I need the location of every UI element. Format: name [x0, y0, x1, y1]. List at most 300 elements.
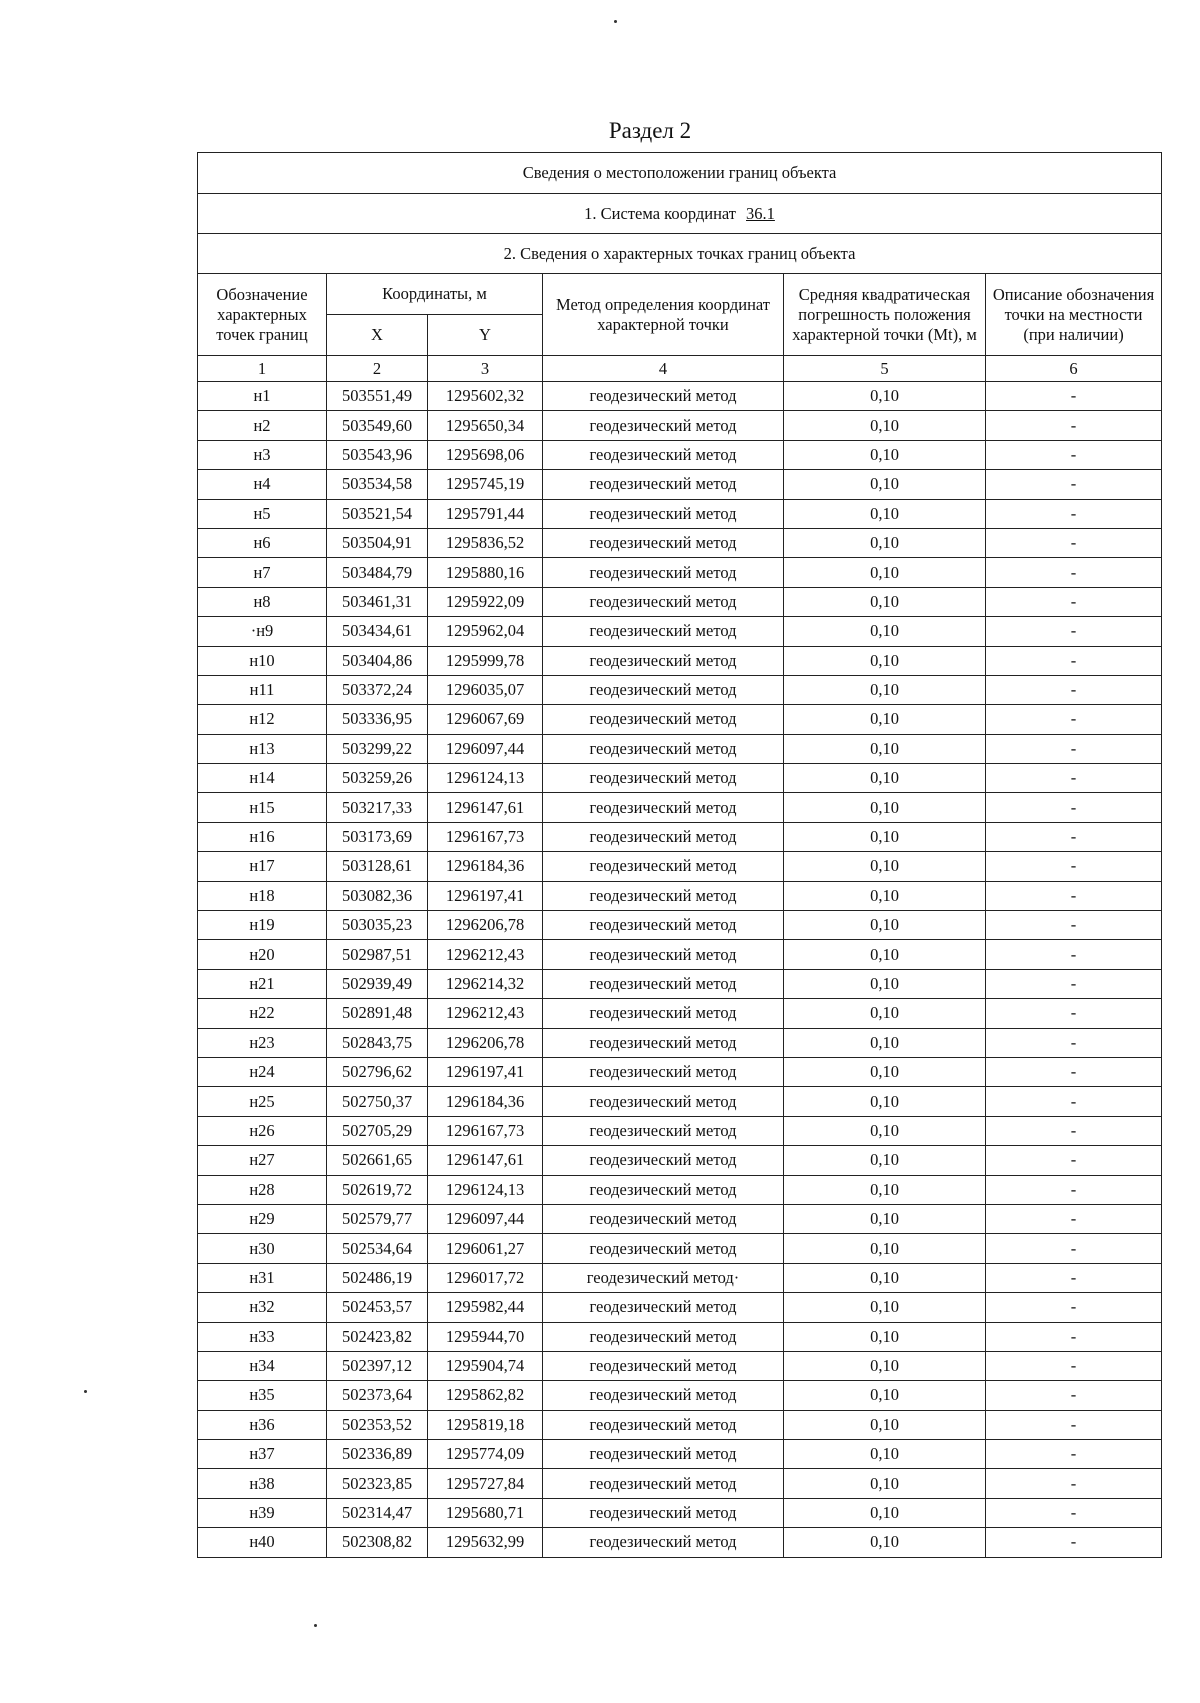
- x-cell: 502336,89: [327, 1440, 428, 1469]
- table-row: [198, 1146, 1162, 1175]
- y-cell: 1295962,04: [428, 617, 543, 646]
- point-id-cell: н15: [198, 793, 327, 822]
- table-row: [198, 1351, 1162, 1380]
- description-cell: -: [986, 940, 1162, 969]
- table-row: [198, 1410, 1162, 1439]
- x-cell: 502453,57: [327, 1293, 428, 1322]
- description-cell: -: [986, 675, 1162, 704]
- point-id-cell: н33: [198, 1322, 327, 1351]
- method-cell: геодезический метод·: [543, 1263, 784, 1292]
- header-accuracy: Средняя квадратическая погрешность положения характерной точки (Mt), м: [784, 274, 986, 356]
- x-cell: 503128,61: [327, 852, 428, 881]
- x-cell: 502891,48: [327, 999, 428, 1028]
- accuracy-cell: 0,10: [784, 499, 986, 528]
- point-id-cell: н18: [198, 881, 327, 910]
- x-cell: 502939,49: [327, 969, 428, 998]
- accuracy-cell: 0,10: [784, 940, 986, 969]
- point-id-cell: н21: [198, 969, 327, 998]
- accuracy-cell: 0,10: [784, 734, 986, 763]
- x-cell: 503521,54: [327, 499, 428, 528]
- description-cell: -: [986, 528, 1162, 557]
- y-cell: 1296124,13: [428, 1175, 543, 1204]
- description-cell: -: [986, 1410, 1162, 1439]
- y-cell: 1296061,27: [428, 1234, 543, 1263]
- method-cell: геодезический метод: [543, 764, 784, 793]
- x-cell: 503484,79: [327, 558, 428, 587]
- point-id-cell: н12: [198, 705, 327, 734]
- point-id-cell: н13: [198, 734, 327, 763]
- y-cell: 1295791,44: [428, 499, 543, 528]
- column-number: 3: [428, 356, 543, 382]
- description-cell: -: [986, 1175, 1162, 1204]
- column-number: 4: [543, 356, 784, 382]
- description-cell: -: [986, 1146, 1162, 1175]
- y-cell: 1296097,44: [428, 734, 543, 763]
- description-cell: -: [986, 1351, 1162, 1380]
- table-row: [198, 411, 1162, 440]
- point-id-cell: н34: [198, 1351, 327, 1380]
- method-cell: геодезический метод: [543, 1087, 784, 1116]
- header-coordinates: Координаты, м: [327, 274, 543, 315]
- point-id-cell: н19: [198, 911, 327, 940]
- method-cell: геодезический метод: [543, 558, 784, 587]
- accuracy-cell: 0,10: [784, 1469, 986, 1498]
- table-row: [198, 1028, 1162, 1057]
- y-cell: 1295632,99: [428, 1528, 543, 1557]
- table-row: [198, 1087, 1162, 1116]
- point-id-cell: ·н9: [198, 617, 327, 646]
- accuracy-cell: 0,10: [784, 1175, 986, 1204]
- x-cell: 503434,61: [327, 617, 428, 646]
- x-cell: 502353,52: [327, 1410, 428, 1439]
- x-cell: 502486,19: [327, 1263, 428, 1292]
- accuracy-cell: 0,10: [784, 999, 986, 1028]
- method-cell: геодезический метод: [543, 793, 784, 822]
- y-cell: 1296124,13: [428, 764, 543, 793]
- point-id-cell: н28: [198, 1175, 327, 1204]
- accuracy-cell: 0,10: [784, 1351, 986, 1380]
- point-id-cell: н6: [198, 528, 327, 557]
- method-cell: геодезический метод: [543, 822, 784, 851]
- description-cell: -: [986, 969, 1162, 998]
- point-id-cell: н20: [198, 940, 327, 969]
- x-cell: 503299,22: [327, 734, 428, 763]
- table-row: [198, 1469, 1162, 1498]
- method-cell: геодезический метод: [543, 1410, 784, 1439]
- description-cell: -: [986, 911, 1162, 940]
- description-cell: -: [986, 1028, 1162, 1057]
- table-row: [198, 382, 1162, 411]
- table-row: [198, 1440, 1162, 1469]
- column-number: 2: [327, 356, 428, 382]
- scan-speck: [614, 20, 617, 23]
- accuracy-cell: 0,10: [784, 646, 986, 675]
- y-cell: 1296206,78: [428, 1028, 543, 1057]
- accuracy-cell: 0,10: [784, 1087, 986, 1116]
- description-cell: -: [986, 793, 1162, 822]
- accuracy-cell: 0,10: [784, 1498, 986, 1527]
- accuracy-cell: 0,10: [784, 764, 986, 793]
- x-cell: 503259,26: [327, 764, 428, 793]
- x-cell: 502750,37: [327, 1087, 428, 1116]
- header-point-id: Обозначение характерных точек границ: [198, 274, 327, 356]
- x-cell: 502373,64: [327, 1381, 428, 1410]
- accuracy-cell: 0,10: [784, 852, 986, 881]
- description-cell: -: [986, 1204, 1162, 1233]
- y-cell: 1295982,44: [428, 1293, 543, 1322]
- accuracy-cell: 0,10: [784, 1440, 986, 1469]
- accuracy-cell: 0,10: [784, 911, 986, 940]
- x-cell: 502323,85: [327, 1469, 428, 1498]
- y-cell: 1296147,61: [428, 793, 543, 822]
- description-cell: -: [986, 1528, 1162, 1557]
- column-numbers-row: [198, 356, 1162, 382]
- description-cell: -: [986, 1322, 1162, 1351]
- method-cell: геодезический метод: [543, 440, 784, 469]
- table-row: [198, 734, 1162, 763]
- table-row: [198, 1263, 1162, 1292]
- y-cell: 1296167,73: [428, 822, 543, 851]
- table-row: [198, 881, 1162, 910]
- y-cell: 1295680,71: [428, 1498, 543, 1527]
- x-cell: 503082,36: [327, 881, 428, 910]
- y-cell: 1296147,61: [428, 1146, 543, 1175]
- table-row: [198, 675, 1162, 704]
- table-row: [198, 646, 1162, 675]
- method-cell: геодезический метод: [543, 1234, 784, 1263]
- accuracy-cell: 0,10: [784, 587, 986, 616]
- x-cell: 502534,64: [327, 1234, 428, 1263]
- coord-system-row: [198, 194, 1162, 234]
- x-cell: 502843,75: [327, 1028, 428, 1057]
- method-cell: геодезический метод: [543, 969, 784, 998]
- accuracy-cell: 0,10: [784, 1204, 986, 1233]
- description-cell: -: [986, 764, 1162, 793]
- point-id-cell: н31: [198, 1263, 327, 1292]
- description-cell: -: [986, 1087, 1162, 1116]
- scan-speck: [314, 1624, 317, 1627]
- x-cell: 502314,47: [327, 1498, 428, 1527]
- table-title: Сведения о местоположении границ объекта: [198, 153, 1162, 194]
- description-cell: -: [986, 1116, 1162, 1145]
- method-cell: геодезический метод: [543, 411, 784, 440]
- y-cell: 1296197,41: [428, 1057, 543, 1086]
- y-cell: 1295698,06: [428, 440, 543, 469]
- x-cell: 502987,51: [327, 940, 428, 969]
- scan-speck: [84, 1390, 87, 1393]
- point-id-cell: н1: [198, 382, 327, 411]
- method-cell: геодезический метод: [543, 881, 784, 910]
- y-cell: 1295650,34: [428, 411, 543, 440]
- method-cell: геодезический метод: [543, 1146, 784, 1175]
- method-cell: геодезический метод: [543, 528, 784, 557]
- x-cell: 502796,62: [327, 1057, 428, 1086]
- table-row: [198, 940, 1162, 969]
- method-cell: геодезический метод: [543, 999, 784, 1028]
- description-cell: -: [986, 1469, 1162, 1498]
- points-title-row: [198, 234, 1162, 274]
- method-cell: геодезический метод: [543, 1351, 784, 1380]
- column-number: 6: [986, 356, 1162, 382]
- description-cell: -: [986, 440, 1162, 469]
- table-row: [198, 558, 1162, 587]
- accuracy-cell: 0,10: [784, 969, 986, 998]
- accuracy-cell: 0,10: [784, 1057, 986, 1086]
- point-id-cell: н7: [198, 558, 327, 587]
- table-row: [198, 1057, 1162, 1086]
- accuracy-cell: 0,10: [784, 1381, 986, 1410]
- y-cell: 1296214,32: [428, 969, 543, 998]
- table-row: [198, 852, 1162, 881]
- accuracy-cell: 0,10: [784, 1263, 986, 1292]
- point-id-cell: н36: [198, 1410, 327, 1439]
- description-cell: -: [986, 881, 1162, 910]
- table-row: [198, 617, 1162, 646]
- method-cell: геодезический метод: [543, 470, 784, 499]
- table-row: [198, 1293, 1162, 1322]
- method-cell: геодезический метод: [543, 499, 784, 528]
- point-id-cell: н11: [198, 675, 327, 704]
- x-cell: 502308,82: [327, 1528, 428, 1557]
- table-row: [198, 1234, 1162, 1263]
- method-cell: геодезический метод: [543, 1057, 784, 1086]
- description-cell: -: [986, 382, 1162, 411]
- point-id-cell: н17: [198, 852, 327, 881]
- header-row-1: [198, 274, 1162, 315]
- x-cell: 503549,60: [327, 411, 428, 440]
- y-cell: 1295944,70: [428, 1322, 543, 1351]
- table-row: [198, 587, 1162, 616]
- point-id-cell: н30: [198, 1234, 327, 1263]
- header-y: Y: [428, 315, 543, 356]
- description-cell: -: [986, 617, 1162, 646]
- point-id-cell: н22: [198, 999, 327, 1028]
- header-description: Описание обозначения точки на местности (при наличии): [986, 274, 1162, 356]
- x-cell: 503173,69: [327, 822, 428, 851]
- table-row: [198, 822, 1162, 851]
- point-id-cell: н37: [198, 1440, 327, 1469]
- description-cell: -: [986, 411, 1162, 440]
- description-cell: -: [986, 587, 1162, 616]
- column-number: 5: [784, 356, 986, 382]
- table-row: [198, 1116, 1162, 1145]
- table-title-row: [198, 153, 1162, 194]
- y-cell: 1296184,36: [428, 1087, 543, 1116]
- y-cell: 1295836,52: [428, 528, 543, 557]
- description-cell: -: [986, 470, 1162, 499]
- accuracy-cell: 0,10: [784, 1146, 986, 1175]
- point-id-cell: н10: [198, 646, 327, 675]
- x-cell: 502397,12: [327, 1351, 428, 1380]
- point-id-cell: н24: [198, 1057, 327, 1086]
- description-cell: -: [986, 1293, 1162, 1322]
- description-cell: -: [986, 646, 1162, 675]
- y-cell: 1295922,09: [428, 587, 543, 616]
- section-title: Раздел 2: [608, 118, 692, 143]
- point-id-cell: н5: [198, 499, 327, 528]
- x-cell: 503336,95: [327, 705, 428, 734]
- y-cell: 1295602,32: [428, 382, 543, 411]
- table-row: [198, 1381, 1162, 1410]
- method-cell: геодезический метод: [543, 852, 784, 881]
- method-cell: геодезический метод: [543, 1528, 784, 1557]
- point-id-cell: н27: [198, 1146, 327, 1175]
- y-cell: 1296097,44: [428, 1204, 543, 1233]
- y-cell: 1296017,72: [428, 1263, 543, 1292]
- method-cell: геодезический метод: [543, 617, 784, 646]
- method-cell: геодезический метод: [543, 1440, 784, 1469]
- points-title: 2. Сведения о характерных точках границ объекта: [198, 234, 1162, 274]
- table-row: [198, 793, 1162, 822]
- x-cell: 502423,82: [327, 1322, 428, 1351]
- method-cell: геодезический метод: [543, 734, 784, 763]
- table-row: [198, 499, 1162, 528]
- y-cell: 1296197,41: [428, 881, 543, 910]
- boundary-points-table: [197, 152, 1162, 1558]
- description-cell: -: [986, 1234, 1162, 1263]
- point-id-cell: н2: [198, 411, 327, 440]
- y-cell: 1296206,78: [428, 911, 543, 940]
- accuracy-cell: 0,10: [784, 1028, 986, 1057]
- x-cell: 503372,24: [327, 675, 428, 704]
- y-cell: 1295774,09: [428, 1440, 543, 1469]
- method-cell: геодезический метод: [543, 1175, 784, 1204]
- x-cell: 503504,91: [327, 528, 428, 557]
- method-cell: геодезический метод: [543, 1498, 784, 1527]
- method-cell: геодезический метод: [543, 1469, 784, 1498]
- accuracy-cell: 0,10: [784, 617, 986, 646]
- x-cell: 503534,58: [327, 470, 428, 499]
- point-id-cell: н14: [198, 764, 327, 793]
- x-cell: 503461,31: [327, 587, 428, 616]
- y-cell: 1296167,73: [428, 1116, 543, 1145]
- table-row: [198, 911, 1162, 940]
- accuracy-cell: 0,10: [784, 528, 986, 557]
- y-cell: 1295745,19: [428, 470, 543, 499]
- point-id-cell: н29: [198, 1204, 327, 1233]
- y-cell: 1295862,82: [428, 1381, 543, 1410]
- accuracy-cell: 0,10: [784, 1293, 986, 1322]
- x-cell: 502619,72: [327, 1175, 428, 1204]
- point-id-cell: н40: [198, 1528, 327, 1557]
- method-cell: геодезический метод: [543, 382, 784, 411]
- y-cell: 1295727,84: [428, 1469, 543, 1498]
- method-cell: геодезический метод: [543, 1293, 784, 1322]
- description-cell: -: [986, 499, 1162, 528]
- table-row: [198, 1528, 1162, 1557]
- y-cell: 1296067,69: [428, 705, 543, 734]
- description-cell: -: [986, 1381, 1162, 1410]
- coord-system-value: 36.1: [746, 203, 775, 223]
- description-cell: -: [986, 558, 1162, 587]
- description-cell: -: [986, 852, 1162, 881]
- y-cell: 1295819,18: [428, 1410, 543, 1439]
- coord-system-label: 1. Система координат: [584, 203, 737, 223]
- y-cell: 1296035,07: [428, 675, 543, 704]
- y-cell: 1295880,16: [428, 558, 543, 587]
- method-cell: геодезический метод: [543, 675, 784, 704]
- description-cell: -: [986, 1057, 1162, 1086]
- accuracy-cell: 0,10: [784, 822, 986, 851]
- x-cell: 503551,49: [327, 382, 428, 411]
- accuracy-cell: 0,10: [784, 558, 986, 587]
- x-cell: 503035,23: [327, 911, 428, 940]
- table-row: [198, 764, 1162, 793]
- table-row: [198, 470, 1162, 499]
- accuracy-cell: 0,10: [784, 793, 986, 822]
- accuracy-cell: 0,10: [784, 1410, 986, 1439]
- point-id-cell: н26: [198, 1116, 327, 1145]
- description-cell: -: [986, 822, 1162, 851]
- description-cell: -: [986, 1498, 1162, 1527]
- accuracy-cell: 0,10: [784, 411, 986, 440]
- x-cell: 503217,33: [327, 793, 428, 822]
- point-id-cell: н32: [198, 1293, 327, 1322]
- description-cell: -: [986, 1263, 1162, 1292]
- description-cell: -: [986, 734, 1162, 763]
- method-cell: геодезический метод: [543, 1028, 784, 1057]
- column-number: 1: [198, 356, 327, 382]
- table-row: [198, 1498, 1162, 1527]
- point-id-cell: н8: [198, 587, 327, 616]
- coord-system: [198, 194, 1162, 234]
- accuracy-cell: 0,10: [784, 705, 986, 734]
- table-row: [198, 1204, 1162, 1233]
- point-id-cell: н35: [198, 1381, 327, 1410]
- accuracy-cell: 0,10: [784, 440, 986, 469]
- point-id-cell: н38: [198, 1469, 327, 1498]
- x-cell: 502705,29: [327, 1116, 428, 1145]
- point-id-cell: н3: [198, 440, 327, 469]
- table-row: [198, 705, 1162, 734]
- table-row: [198, 1175, 1162, 1204]
- method-cell: геодезический метод: [543, 646, 784, 675]
- method-cell: геодезический метод: [543, 1116, 784, 1145]
- table-row: [198, 528, 1162, 557]
- x-cell: 502579,77: [327, 1204, 428, 1233]
- point-id-cell: н4: [198, 470, 327, 499]
- header-x: X: [327, 315, 428, 356]
- accuracy-cell: 0,10: [784, 1116, 986, 1145]
- accuracy-cell: 0,10: [784, 1528, 986, 1557]
- method-cell: геодезический метод: [543, 587, 784, 616]
- y-cell: 1295999,78: [428, 646, 543, 675]
- description-cell: -: [986, 705, 1162, 734]
- x-cell: 502661,65: [327, 1146, 428, 1175]
- method-cell: геодезический метод: [543, 705, 784, 734]
- accuracy-cell: 0,10: [784, 675, 986, 704]
- table-row: [198, 969, 1162, 998]
- table-row: [198, 1322, 1162, 1351]
- method-cell: геодезический метод: [543, 940, 784, 969]
- x-cell: 503404,86: [327, 646, 428, 675]
- table-row: [198, 440, 1162, 469]
- y-cell: 1296212,43: [428, 999, 543, 1028]
- point-id-cell: н16: [198, 822, 327, 851]
- header-method: Метод определения координат характерной точки: [543, 274, 784, 356]
- y-cell: 1296184,36: [428, 852, 543, 881]
- method-cell: геодезический метод: [543, 1381, 784, 1410]
- accuracy-cell: 0,10: [784, 1322, 986, 1351]
- x-cell: 503543,96: [327, 440, 428, 469]
- accuracy-cell: 0,10: [784, 470, 986, 499]
- description-cell: -: [986, 1440, 1162, 1469]
- accuracy-cell: 0,10: [784, 881, 986, 910]
- description-cell: -: [986, 999, 1162, 1028]
- point-id-cell: н23: [198, 1028, 327, 1057]
- table-row: [198, 999, 1162, 1028]
- point-id-cell: н39: [198, 1498, 327, 1527]
